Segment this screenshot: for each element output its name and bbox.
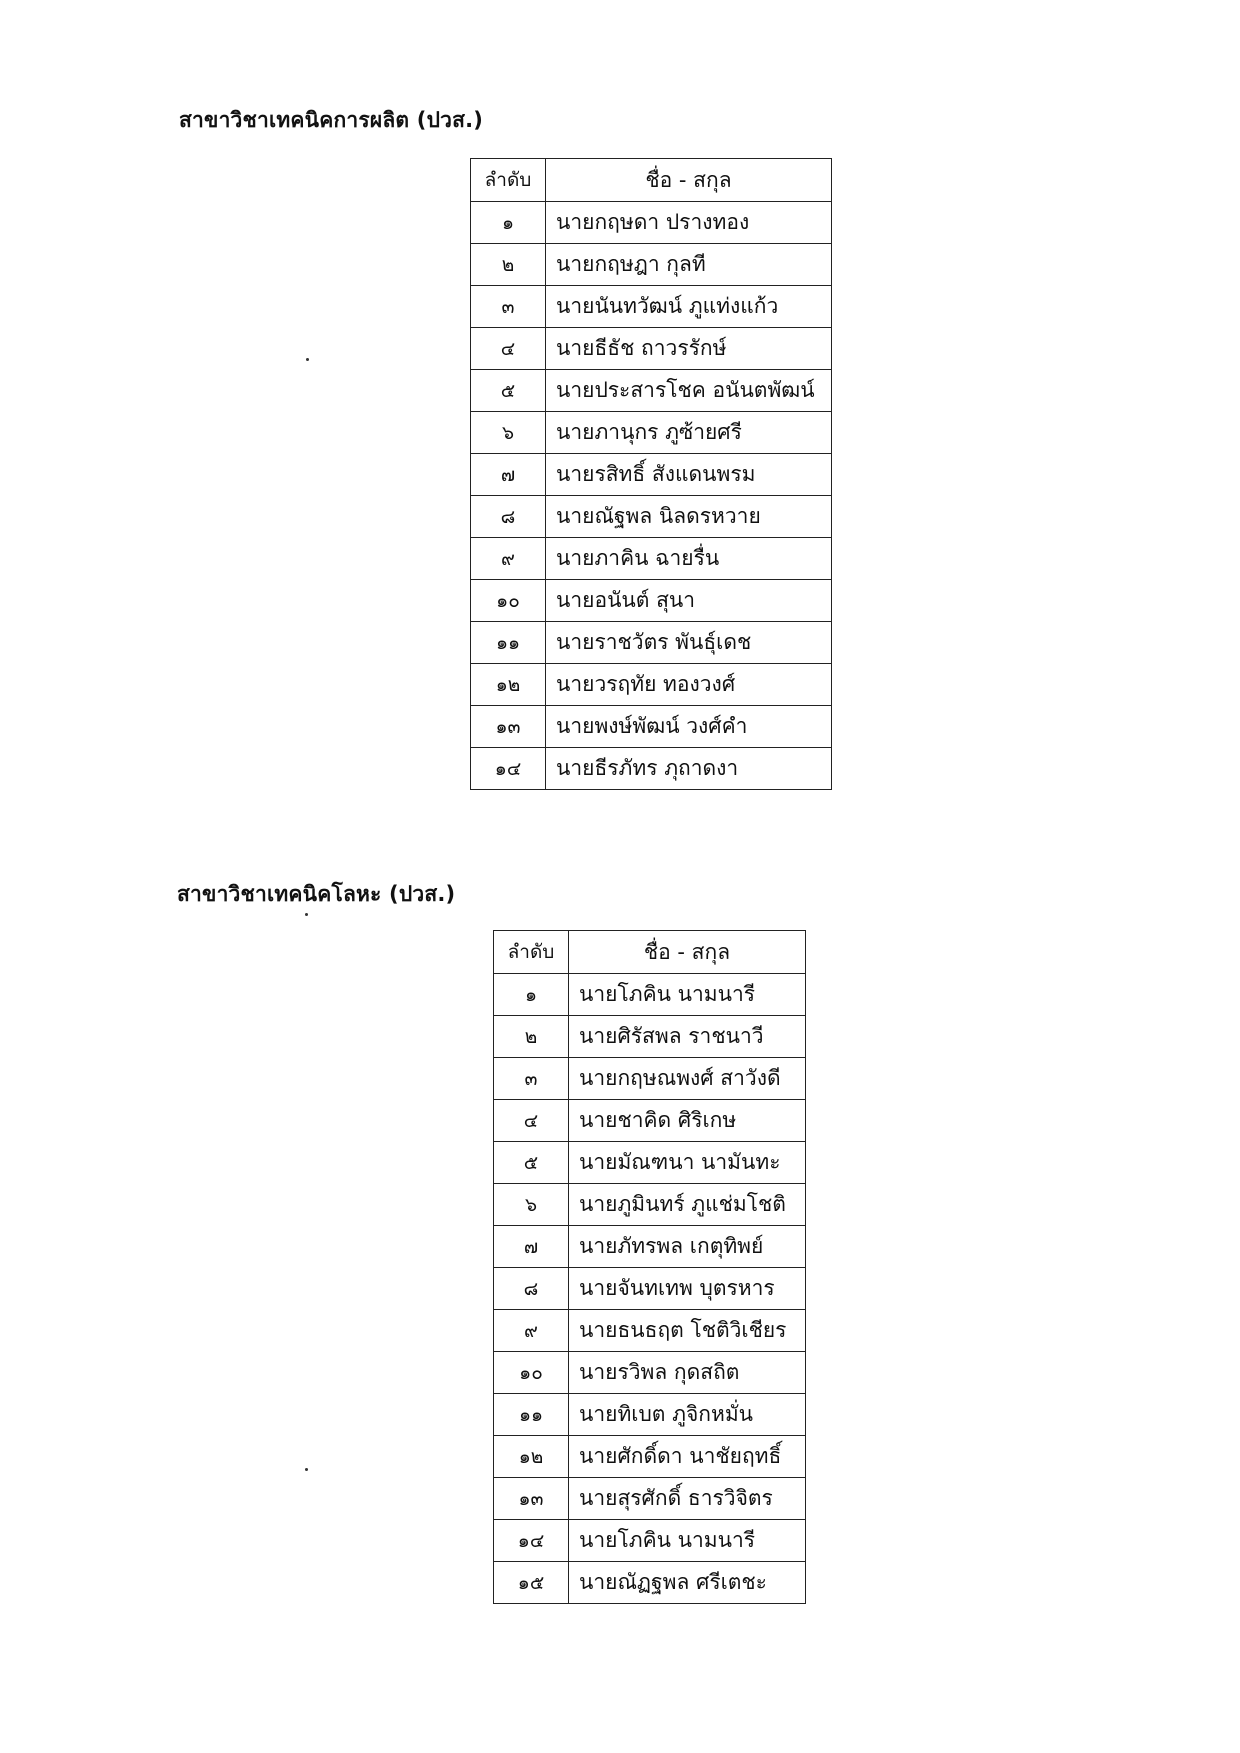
student-name-cell: นายภานุกร ภูซ้ายศรี (546, 412, 832, 454)
student-name-cell: นายกฤษดา ปรางทอง (546, 202, 832, 244)
table-row (471, 496, 832, 538)
student-name-cell: นายณัฐพล นิลดรหวาย (546, 496, 832, 538)
student-name-cell: นายวรฤทัย ทองวงศ์ (546, 664, 832, 706)
table-row (471, 538, 832, 580)
order-number-cell: ๖ (471, 412, 546, 454)
table-row (494, 1394, 806, 1436)
order-number-cell: ๑๑ (471, 622, 546, 664)
order-number-cell: ๙ (471, 538, 546, 580)
student-name-cell: นายราชวัตร พันธุ์เดช (546, 622, 832, 664)
table-row (471, 580, 832, 622)
column-header-name: ชื่อ - สกุล (569, 931, 806, 974)
student-name-cell: นายธนธฤต โชติวิเชียร (569, 1310, 806, 1352)
table-row (471, 244, 832, 286)
order-number-cell: ๑๕ (494, 1562, 569, 1604)
scan-speck (306, 358, 309, 361)
table-row (494, 1184, 806, 1226)
student-name-cell: นายอนันต์ สุนา (546, 580, 832, 622)
student-name-cell: นายศักดิ์ดา นาชัยฤทธิ์ (569, 1436, 806, 1478)
table-row (471, 328, 832, 370)
order-number-cell: ๒ (494, 1016, 569, 1058)
student-name-cell: นายทิเบต ภูจิกหมั่น (569, 1394, 806, 1436)
table-row (471, 748, 832, 790)
student-name-cell: นายรสิทธิ์ สังแดนพรม (546, 454, 832, 496)
table-row (471, 286, 832, 328)
student-name-cell: นายพงษ์พัฒน์ วงศ์คำ (546, 706, 832, 748)
table-row (494, 1310, 806, 1352)
order-number-cell: ๔ (494, 1100, 569, 1142)
column-header-name: ชื่อ - สกุล (546, 159, 832, 202)
table-row (471, 622, 832, 664)
order-number-cell: ๘ (471, 496, 546, 538)
order-number-cell: ๗ (494, 1226, 569, 1268)
table-row (494, 1436, 806, 1478)
order-number-cell: ๕ (494, 1142, 569, 1184)
order-number-cell: ๑๓ (494, 1478, 569, 1520)
section-title-metal: สาขาวิชาเทคนิคโลหะ (ปวส.) (177, 882, 456, 906)
table-row (494, 1100, 806, 1142)
student-name-cell: นายศิรัสพล ราชนาวี (569, 1016, 806, 1058)
student-name-cell: นายประสารโชค อนันตพัฒน์ (546, 370, 832, 412)
scan-speck (305, 1468, 308, 1471)
table-row (471, 202, 832, 244)
table-row (494, 1226, 806, 1268)
table-row (471, 370, 832, 412)
student-name-cell: นายโภคิน นามนารี (569, 974, 806, 1016)
order-number-cell: ๖ (494, 1184, 569, 1226)
order-number-cell: ๓ (494, 1058, 569, 1100)
table-row (494, 1142, 806, 1184)
table-row (494, 974, 806, 1016)
table-row (494, 1016, 806, 1058)
student-name-cell: นายนันทวัฒน์ ภูแท่งแก้ว (546, 286, 832, 328)
order-number-cell: ๕ (471, 370, 546, 412)
student-name-cell: นายสุรศักดิ์ ธารวิจิตร (569, 1478, 806, 1520)
section-title-production: สาขาวิชาเทคนิคการผลิต (ปวส.) (179, 108, 484, 132)
order-number-cell: ๙ (494, 1310, 569, 1352)
order-number-cell: ๗ (471, 454, 546, 496)
student-name-cell: นายภาคิน ฉายรื่น (546, 538, 832, 580)
order-number-cell: ๑๔ (494, 1520, 569, 1562)
order-number-cell: ๘ (494, 1268, 569, 1310)
student-name-cell: นายโภคิน นามนารี (569, 1520, 806, 1562)
table-row (471, 454, 832, 496)
order-number-cell: ๓ (471, 286, 546, 328)
order-number-cell: ๑๔ (471, 748, 546, 790)
order-number-cell: ๑๐ (494, 1352, 569, 1394)
student-name-cell: นายกฤษณพงศ์ สาวังดี (569, 1058, 806, 1100)
scan-speck (305, 913, 308, 916)
student-name-cell: นายมัณฑนา นามันทะ (569, 1142, 806, 1184)
table-row (471, 412, 832, 454)
table-row (494, 1562, 806, 1604)
student-name-cell: นายรวิพล กุดสถิต (569, 1352, 806, 1394)
order-number-cell: ๑๒ (471, 664, 546, 706)
column-header-order: ลำดับ (471, 159, 546, 202)
table-row (471, 664, 832, 706)
column-header-order: ลำดับ (494, 931, 569, 974)
table-row (494, 1520, 806, 1562)
table-row (494, 1268, 806, 1310)
student-name-cell: นายภัทรพล เกตุทิพย์ (569, 1226, 806, 1268)
order-number-cell: ๑๓ (471, 706, 546, 748)
student-name-cell: นายธีธัช ถาวรรักษ์ (546, 328, 832, 370)
student-name-cell: นายกฤษฎา กุลที (546, 244, 832, 286)
table-row (494, 1352, 806, 1394)
order-number-cell: ๑๑ (494, 1394, 569, 1436)
order-number-cell: ๔ (471, 328, 546, 370)
roster-table-production (470, 158, 832, 790)
student-name-cell: นายณัฏฐพล ศรีเตชะ (569, 1562, 806, 1604)
table-header-row (471, 159, 832, 202)
order-number-cell: ๒ (471, 244, 546, 286)
student-name-cell: นายจันทเทพ บุตรหาร (569, 1268, 806, 1310)
student-name-cell: นายภูมินทร์ ภูแช่มโชติ (569, 1184, 806, 1226)
table-row (494, 1058, 806, 1100)
roster-table-metal (493, 930, 806, 1604)
student-name-cell: นายชาคิด ศิริเกษ (569, 1100, 806, 1142)
order-number-cell: ๑ (471, 202, 546, 244)
table-row (471, 706, 832, 748)
table-row (494, 1478, 806, 1520)
order-number-cell: ๑๐ (471, 580, 546, 622)
order-number-cell: ๑ (494, 974, 569, 1016)
table-header-row (494, 931, 806, 974)
order-number-cell: ๑๒ (494, 1436, 569, 1478)
student-name-cell: นายธีรภัทร ภุถาดงา (546, 748, 832, 790)
